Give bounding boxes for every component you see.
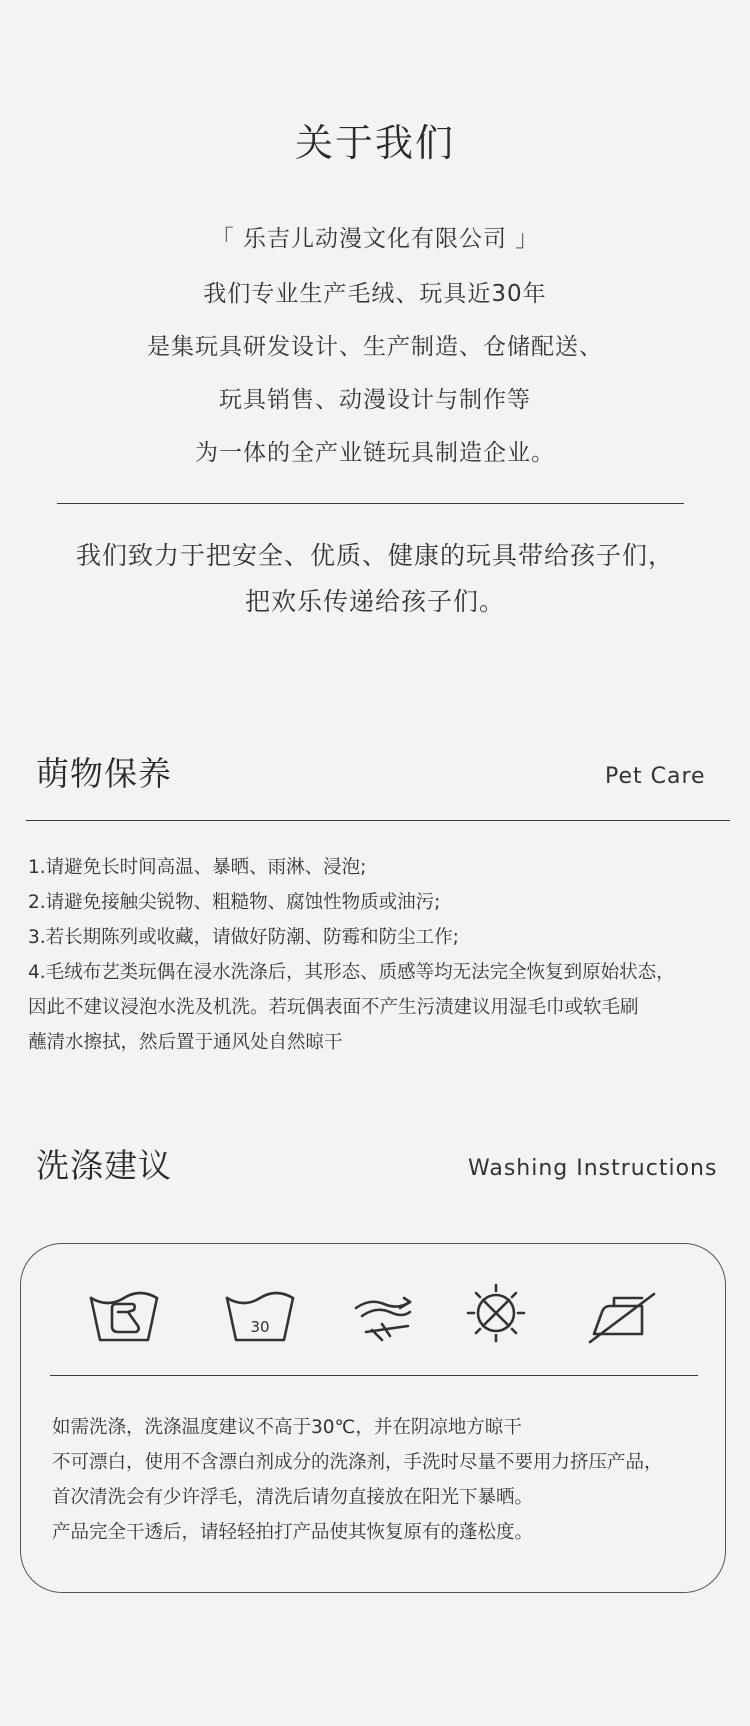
about-line: 我们专业生产毛绒、玩具近30年 bbox=[203, 281, 547, 307]
pet-care-divider bbox=[26, 820, 730, 821]
hand-wash-icon bbox=[88, 1286, 160, 1348]
washing-line: 不可漂白，使用不含漂白剂成分的洗涤剂，手洗时尽量不要用力挤压产品， bbox=[52, 1452, 663, 1473]
care-item: 3.若长期陈列或收藏，请做好防潮、防霉和防尘工作; bbox=[28, 927, 459, 948]
care-item: 4.毛绒布艺类玩偶在浸水洗涤后，其形态、质感等均无法完全恢复到原始状态， bbox=[28, 962, 675, 983]
care-item: 蘸清水擦拭，然后置于通风处自然晾干 bbox=[28, 1032, 343, 1053]
washing-text bbox=[52, 1410, 712, 1550]
pet-care-title: 萌物保养 bbox=[36, 754, 172, 793]
care-item: 2.请避免接触尖锐物、粗糙物、腐蚀性物质或油污; bbox=[28, 892, 441, 913]
care-item: 因此不建议浸泡水洗及机洗。若玩偶表面不产生污渍建议用湿毛巾或软毛刷 bbox=[28, 997, 639, 1018]
about-line: 是集玩具研发设计、生产制造、仓储配送、 bbox=[147, 334, 603, 360]
washing-title: 洗涤建议 bbox=[36, 1146, 172, 1185]
pet-care-subtitle: Pet Care bbox=[605, 764, 706, 789]
washing-line: 首次清洗会有少许浮毛，清洗后请勿直接放在阳光下暴晒。 bbox=[52, 1487, 534, 1508]
care-item: 1.请避免长时间高温、暴晒、雨淋、浸泡; bbox=[28, 857, 367, 878]
wash-30-icon bbox=[224, 1286, 296, 1348]
mission-line: 我们致力于把安全、优质、健康的玩具带给孩子们， bbox=[75, 541, 674, 570]
no-sun-dry-icon bbox=[460, 1282, 532, 1344]
about-line: 玩具销售、动漫设计与制作等 bbox=[219, 387, 531, 413]
wash-temp-label: 30 bbox=[250, 1318, 270, 1336]
company-name: 「 乐吉儿动漫文化有限公司 」 bbox=[210, 226, 540, 252]
about-divider bbox=[57, 503, 684, 504]
about-title: 关于我们 bbox=[294, 121, 455, 165]
washing-divider bbox=[50, 1375, 698, 1376]
washing-line: 产品完全干透后，请轻轻拍打产品使其恢复原有的蓬松度。 bbox=[52, 1522, 534, 1543]
about-line: 为一体的全产业链玩具制造企业。 bbox=[195, 440, 555, 466]
no-iron-icon bbox=[586, 1286, 658, 1348]
washing-subtitle: Washing Instructions bbox=[468, 1156, 718, 1181]
care-list bbox=[28, 850, 728, 1060]
no-wring-icon bbox=[348, 1286, 420, 1348]
washing-line: 如需洗涤，洗涤温度建议不高于30℃，并在阴凉地方晾干 bbox=[52, 1417, 522, 1438]
mission-line: 把欢乐传递给孩子们。 bbox=[244, 587, 505, 616]
